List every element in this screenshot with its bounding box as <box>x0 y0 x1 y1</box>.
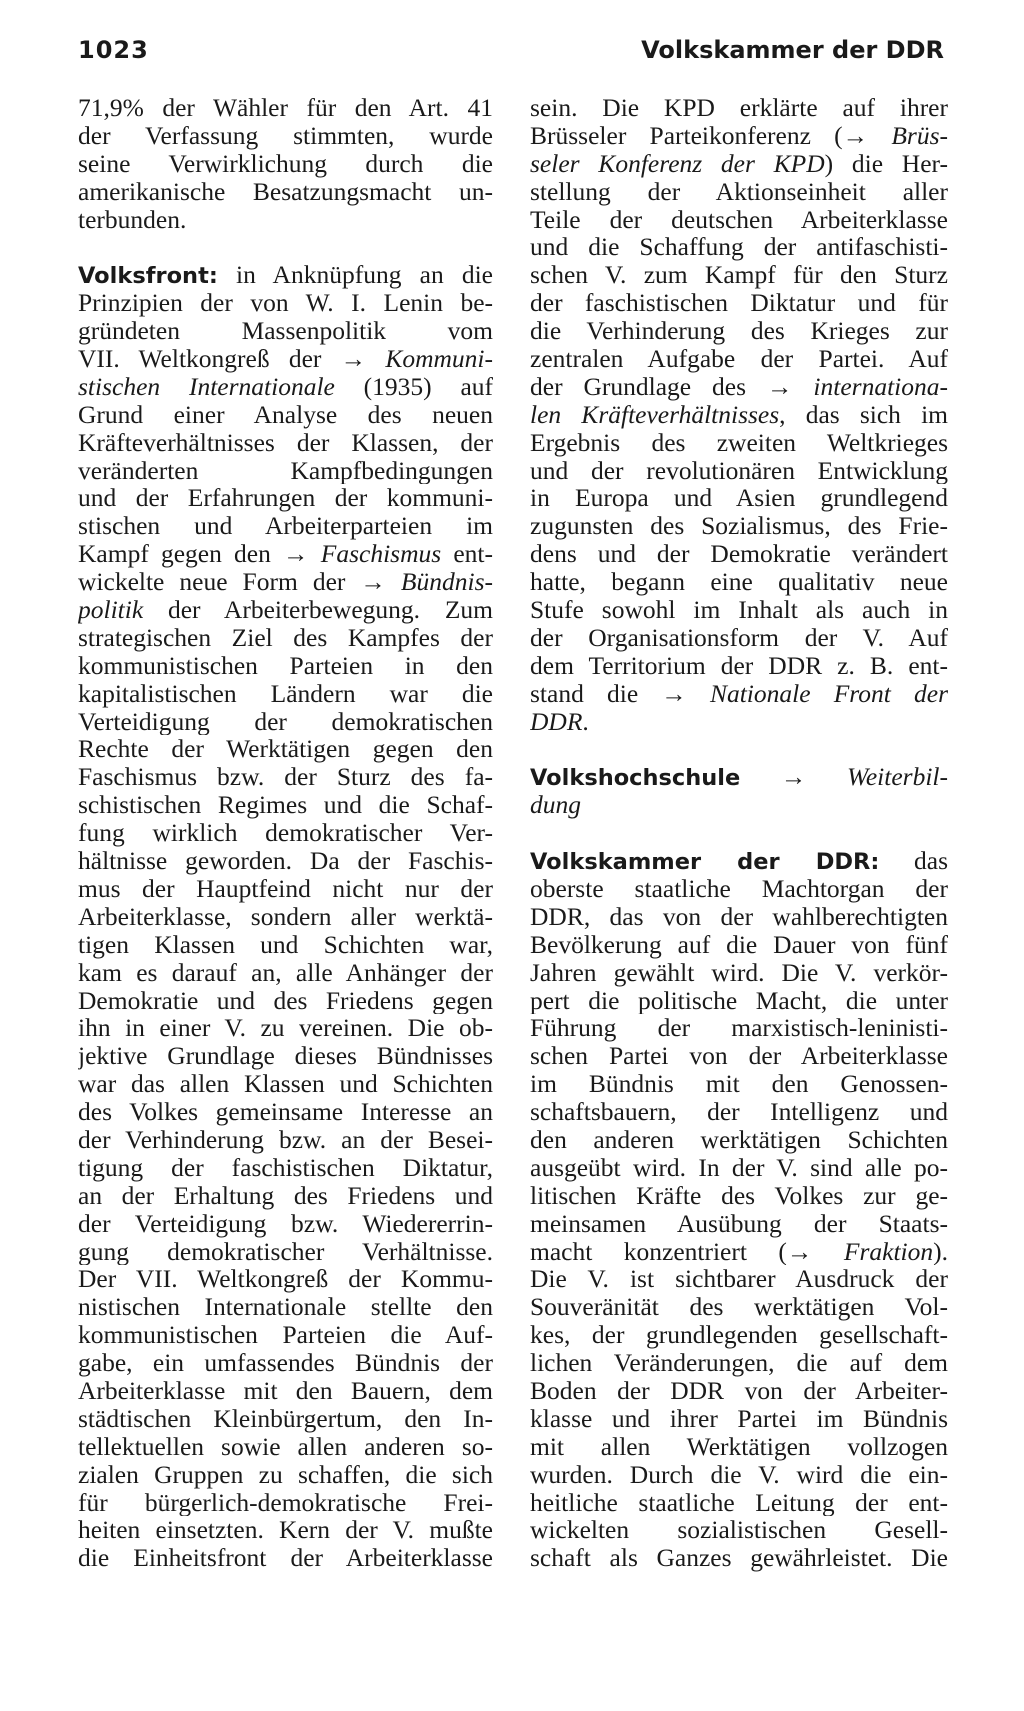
text-segment: nistischen Internationale stellte den <box>78 1293 493 1322</box>
left-column <box>78 94 493 1572</box>
text-segment: → <box>740 763 847 792</box>
text-segment: und der revolutionären Entwicklung <box>530 456 948 485</box>
text-line <box>78 1433 493 1461</box>
text-segment: , das sich im <box>779 400 948 429</box>
text-segment: mit allen Werktätigen vollzogen <box>530 1432 948 1461</box>
text-segment: für bürgerlich-demokratische Frei- <box>78 1488 493 1517</box>
text-line <box>78 847 493 875</box>
text-segment: Ergebnis des zweiten Weltkrieges <box>530 428 948 457</box>
text-segment: heitliche staatliche Leitung der ent- <box>530 1488 948 1517</box>
text-line <box>78 763 493 791</box>
text-segment: an der Erhaltung des Friedens und <box>78 1181 493 1210</box>
text-segment: den anderen werktätigen Schichten <box>530 1125 948 1154</box>
text-line <box>78 735 493 763</box>
text-segment: tigung der faschistischen Diktatur, <box>78 1153 493 1182</box>
text-line <box>78 1210 493 1238</box>
text-segment: gabe, ein umfassendes Bündnis der <box>78 1349 493 1377</box>
text-segment: tellektuellen sowie allen anderen so- <box>78 1432 493 1461</box>
text-segment: und der Erfahrungen der kommuni- <box>78 484 493 513</box>
text-segment: stellung der Aktionseinheit aller <box>530 177 948 206</box>
text-segment: Arbeiterklasse mit den Bauern, dem <box>78 1376 493 1405</box>
text-line <box>530 1070 948 1098</box>
text-line <box>530 568 948 596</box>
text-segment: macht konzentriert (→ <box>530 1237 844 1266</box>
text-line <box>78 1321 493 1349</box>
text-segment: seine Verwirklichung durch die <box>78 149 493 178</box>
text-line <box>530 540 948 568</box>
text-segment: litischen Kräfte des Volkes zur ge- <box>530 1181 948 1210</box>
cross-reference: Nationale Front der <box>709 679 948 708</box>
page-header <box>78 36 944 76</box>
text-segment: zentralen Aufgabe der Partei. Auf <box>530 345 948 373</box>
text-segment: schistischen Regimes und die Schaf- <box>78 791 493 820</box>
text-line <box>530 1433 948 1461</box>
cross-reference: Weiterbil- <box>846 763 948 792</box>
cross-reference: Fraktion <box>843 1237 934 1266</box>
text-line <box>530 596 948 624</box>
text-line <box>530 708 948 736</box>
text-segment: der Verteidigung bzw. Wiedererrin- <box>78 1209 493 1238</box>
text-line <box>78 1098 493 1126</box>
text-segment: dem Territorium der DDR z. B. ent- <box>530 651 948 680</box>
text-line <box>530 1461 948 1489</box>
text-line <box>530 178 948 206</box>
text-segment: ausgeübt wird. In der V. sind alle po- <box>530 1153 948 1182</box>
text-segment: war das allen Klassen und Schichten <box>78 1070 493 1099</box>
text-line <box>530 1042 948 1070</box>
text-segment: Jahren gewählt wird. Die V. verkör- <box>530 958 948 987</box>
text-line <box>530 1321 948 1349</box>
text-line <box>530 763 948 791</box>
cross-reference: dung <box>530 791 581 820</box>
text-segment: (1935) auf <box>334 372 493 401</box>
text-segment: in Europa und Asien grundlegend <box>530 484 948 513</box>
text-segment: Die V. ist sichtbarer Ausdruck der <box>530 1265 948 1294</box>
text-line <box>78 1126 493 1154</box>
text-segment: . <box>582 707 589 736</box>
text-line <box>78 512 493 540</box>
text-line <box>78 150 493 178</box>
text-segment: oberste staatliche Machtorgan der <box>530 874 948 903</box>
text-line <box>530 150 948 178</box>
text-segment: wickelten sozialistischen Gesell- <box>530 1516 948 1545</box>
text-segment: Brüsseler Parteikonferenz (→ <box>530 121 892 150</box>
text-line <box>530 1293 948 1321</box>
text-line <box>530 233 948 261</box>
text-segment: klasse und ihrer Partei im Bündnis <box>530 1404 948 1433</box>
text-segment: jektive Grundlage dieses Bündnisses <box>78 1042 493 1071</box>
text-line <box>530 429 948 457</box>
text-segment: stand die → <box>530 679 710 708</box>
text-segment: schen V. zum Kampf für den Sturz <box>530 261 948 290</box>
text-line <box>78 1154 493 1182</box>
text-line <box>530 1014 948 1042</box>
text-segment: Verteidigung der demokratischen <box>78 707 493 736</box>
text-line <box>530 317 948 345</box>
text-line <box>78 596 493 624</box>
text-line <box>78 791 493 819</box>
text-segment: Führung der marxistisch-leninisti- <box>530 1014 948 1043</box>
text-segment: lichen Veränderungen, die auf dem <box>530 1349 948 1377</box>
text-line <box>78 1516 493 1544</box>
text-line <box>78 1544 493 1572</box>
text-segment: Prinzipien der von W. I. Lenin be- <box>78 289 493 318</box>
text-line <box>530 261 948 289</box>
text-line <box>530 652 948 680</box>
cross-reference: internationa- <box>813 372 948 401</box>
text-line <box>78 345 493 373</box>
text-segment: Teile der deutschen Arbeiterklasse <box>530 205 948 234</box>
text-line <box>78 1014 493 1042</box>
text-line <box>78 178 493 206</box>
text-line <box>530 457 948 485</box>
text-line <box>530 289 948 317</box>
text-line <box>78 94 493 122</box>
text-segment: stischen und Arbeiterparteien im <box>78 512 493 541</box>
text-line <box>78 1070 493 1098</box>
text-line <box>78 1238 493 1266</box>
text-line <box>530 1377 948 1405</box>
text-segment: strategischen Ziel des Kampfes der <box>78 623 493 652</box>
text-line <box>530 401 948 429</box>
text-line <box>530 1210 948 1238</box>
text-segment: mus der Hauptfeind nicht nur der <box>78 874 493 903</box>
text-line <box>78 568 493 596</box>
text-segment: heiten einsetzten. Kern der V. mußte <box>78 1516 493 1545</box>
text-line <box>530 1182 948 1210</box>
text-line <box>78 401 493 429</box>
text-line <box>78 317 493 345</box>
text-line <box>530 1098 948 1126</box>
text-line <box>530 94 948 122</box>
text-segment: VII. Weltkongreß der → <box>78 345 386 373</box>
text-line <box>78 457 493 485</box>
text-line <box>530 345 948 373</box>
text-segment: schen Partei von der Arbeiterklasse <box>530 1042 948 1071</box>
text-segment: kommunistischen Parteien die Auf- <box>78 1321 493 1350</box>
cross-reference: Faschismus <box>320 540 442 569</box>
text-segment: Grund einer Analyse des neuen <box>78 400 493 429</box>
text-line <box>78 959 493 987</box>
text-line <box>530 1489 948 1517</box>
text-segment: hältnisse geworden. Da der Faschis- <box>78 847 493 875</box>
text-line <box>78 624 493 652</box>
text-segment: zugunsten des Sozialismus, des Frie- <box>530 512 948 541</box>
text-segment: zialen Gruppen zu schaffen, die sich <box>78 1460 493 1489</box>
text-line <box>78 1265 493 1293</box>
text-line <box>530 847 948 875</box>
text-segment: die Einheitsfront der Arbeiterklasse <box>78 1544 493 1573</box>
text-segment: pert die politische Macht, die unter <box>530 986 948 1015</box>
text-segment: hatte, begann eine qualitativ neue <box>530 568 948 597</box>
text-segment: gung demokratischer Verhältnisse. <box>78 1237 493 1266</box>
text-line <box>78 1349 493 1377</box>
text-line <box>530 484 948 512</box>
cross-reference: politik <box>78 596 144 624</box>
text-line <box>78 429 493 457</box>
text-line <box>78 1293 493 1321</box>
text-segment: ent- <box>441 540 493 569</box>
text-line <box>78 1182 493 1210</box>
text-segment: ) die Her- <box>824 149 948 178</box>
text-line <box>530 680 948 708</box>
text-segment: wickelte neue Form der → <box>78 568 401 597</box>
text-line <box>530 1349 948 1377</box>
paragraph-gap <box>530 819 948 847</box>
text-segment: kam es darauf an, alle Anhänger der <box>78 958 493 987</box>
text-segment: kes, der grundlegenden gesellschaft- <box>530 1321 948 1350</box>
text-segment: der Verfassung stimmten, wurde <box>78 121 493 150</box>
cross-reference: Brüs- <box>891 121 948 150</box>
text-line <box>78 261 493 289</box>
text-line <box>530 931 948 959</box>
text-segment: terbunden. <box>78 205 187 234</box>
text-line <box>78 903 493 931</box>
text-segment: schaftsbauern, der Intelligenz und <box>530 1098 948 1126</box>
text-line <box>530 122 948 150</box>
cross-reference: len Kräfteverhältnisses <box>530 400 780 429</box>
text-line <box>78 484 493 512</box>
text-segment: ihn in einer V. zu vereinen. Die ob- <box>78 1014 493 1043</box>
text-segment: schaft als Ganzes gewährleistet. Die <box>530 1544 948 1573</box>
text-segment: städtischen Kleinbürgertum, den In- <box>78 1404 493 1433</box>
text-line <box>78 540 493 568</box>
text-line <box>78 1377 493 1405</box>
text-segment: kapitalistischen Ländern war die <box>78 679 493 708</box>
entry-headword: Volkshochschule <box>530 765 741 792</box>
text-line <box>530 1405 948 1433</box>
text-segment: Bevölkerung auf die Dauer von fünf <box>530 930 948 959</box>
text-segment: wurden. Durch die V. wird die ein- <box>530 1460 948 1489</box>
text-segment: dens und der Demokratie verändert <box>530 540 948 569</box>
text-segment: der Organisationsform der V. Auf <box>530 623 948 652</box>
text-segment: tigen Klassen und Schichten war, <box>78 930 493 959</box>
text-line <box>78 652 493 680</box>
text-line <box>78 680 493 708</box>
text-line <box>530 512 948 540</box>
text-segment: der faschistischen Diktatur und für <box>530 289 948 318</box>
text-line <box>78 206 493 234</box>
text-line <box>78 289 493 317</box>
running-head: Volkskammer der DDR <box>641 36 944 64</box>
text-line <box>78 708 493 736</box>
text-segment: Souveränität des werktätigen Vol- <box>530 1293 948 1322</box>
text-segment: Boden der DDR von der Arbeiter- <box>530 1376 948 1405</box>
text-line <box>530 959 948 987</box>
text-segment: ). <box>933 1237 948 1266</box>
text-segment: veränderten Kampfbedingungen <box>78 456 493 485</box>
entry-headword: Volksfront: <box>78 263 218 290</box>
text-line <box>78 1042 493 1070</box>
text-segment: Rechte der Werktätigen gegen den <box>78 735 493 764</box>
text-line <box>78 1405 493 1433</box>
text-line <box>530 1154 948 1182</box>
text-line <box>530 1126 948 1154</box>
text-segment: das <box>879 847 948 875</box>
text-line <box>78 1461 493 1489</box>
text-segment: Der VII. Weltkongreß der Kommu- <box>78 1265 493 1294</box>
paragraph-gap <box>78 233 493 261</box>
page-number: 1023 <box>78 36 149 64</box>
text-segment: und die Schaffung der antifaschisti- <box>530 233 948 262</box>
text-segment: des Volkes gemeinsame Interesse an <box>78 1098 493 1126</box>
text-segment: 71,9% der Wähler für den Art. 41 <box>78 94 493 122</box>
text-segment: Kampf gegen den → <box>78 540 321 569</box>
text-line <box>530 1265 948 1293</box>
text-line <box>78 1489 493 1517</box>
text-segment: Arbeiterklasse, sondern aller werktä- <box>78 902 493 931</box>
text-line <box>530 373 948 401</box>
text-line <box>530 903 948 931</box>
text-segment: Stufe sowohl im Inhalt als auch in <box>530 596 948 624</box>
cross-reference: Bündnis- <box>400 568 493 597</box>
text-line <box>78 987 493 1015</box>
text-line <box>78 875 493 903</box>
text-segment: gründeten Massenpolitik vom <box>78 317 493 346</box>
text-segment: der Arbeiterbewegung. Zum <box>143 596 493 624</box>
text-line <box>530 206 948 234</box>
text-segment: die Verhinderung des Krieges zur <box>530 317 948 346</box>
paragraph-gap <box>530 735 948 763</box>
text-line <box>78 819 493 847</box>
text-segment: Demokratie und des Friedens gegen <box>78 986 493 1015</box>
text-line <box>530 791 948 819</box>
text-segment: Faschismus bzw. der Sturz des fa- <box>78 763 493 792</box>
text-line <box>530 875 948 903</box>
text-segment: sein. Die KPD erklärte auf ihrer <box>530 94 948 122</box>
cross-reference: stischen Internationale <box>78 372 335 401</box>
cross-reference: DDR <box>530 707 583 736</box>
right-column <box>530 94 948 1572</box>
text-segment: meinsamen Ausübung der Staats- <box>530 1209 948 1238</box>
text-segment: der Grundlage des → <box>530 372 814 401</box>
text-line <box>78 931 493 959</box>
text-line <box>530 987 948 1015</box>
cross-reference: seler Konferenz der KPD <box>530 149 825 178</box>
text-segment: in Anknüpfung an die <box>217 261 493 290</box>
cross-reference: Kommuni- <box>385 345 493 373</box>
text-line <box>78 373 493 401</box>
text-segment: DDR, das von der wahlberechtigten <box>530 902 948 931</box>
text-segment: amerikanische Besatzungsmacht un- <box>78 177 493 206</box>
text-line <box>530 1238 948 1266</box>
text-segment: Kräfteverhältnisses der Klassen, der <box>78 428 493 457</box>
text-line <box>530 1544 948 1572</box>
entry-headword: Volkskammer der DDR: <box>530 849 880 875</box>
text-segment: im Bündnis mit den Genossen- <box>530 1070 948 1099</box>
text-line <box>530 624 948 652</box>
text-segment: kommunistischen Parteien in den <box>78 651 493 680</box>
text-segment: der Verhinderung bzw. an der Besei- <box>78 1125 493 1154</box>
text-segment: fung wirklich demokratischer Ver- <box>78 819 493 848</box>
text-line <box>530 1516 948 1544</box>
text-line <box>78 122 493 150</box>
